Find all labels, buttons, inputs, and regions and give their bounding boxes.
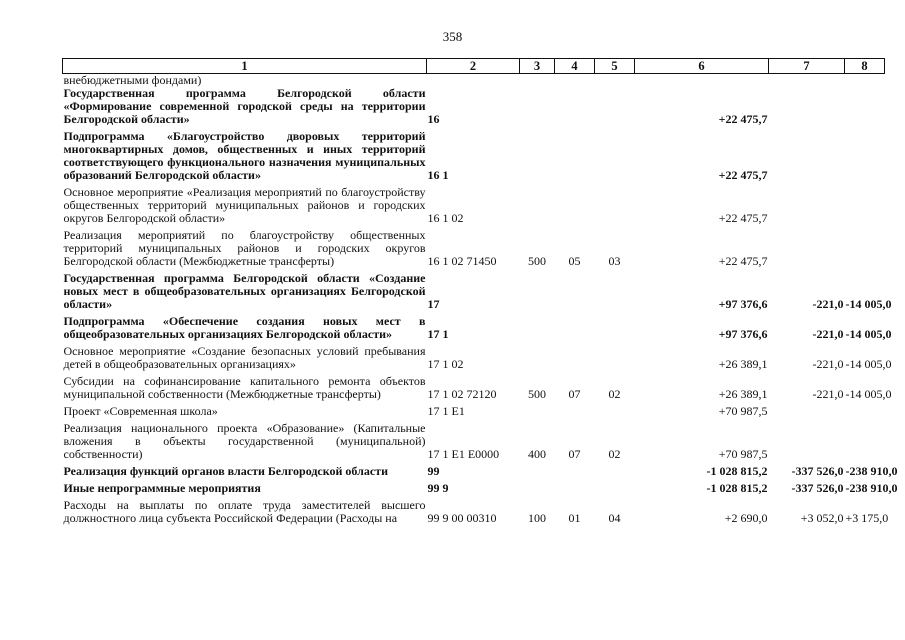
row-section [555,87,595,126]
row-expense-type [520,74,555,88]
row-expense-type [520,186,555,225]
row-amount-col7 [769,130,845,182]
row-amount-col7: -221,0 [812,387,844,401]
row-subsection [595,87,635,126]
row-amount-col7 [769,87,845,126]
row-amount-col8: -14 005,0 [845,327,892,341]
row-code: 17 1 [427,327,449,341]
row-section [555,465,595,478]
row-section: 05 [568,254,581,268]
row-name: Иные непрограммные мероприятия [63,481,261,495]
table-row [63,422,885,461]
row-expense-type [520,315,555,341]
table-body [63,73,898,526]
row-code: 99 9 00 00310 [427,511,497,525]
row-amount-col6 [635,74,769,88]
table-row [63,315,885,341]
row-section: 07 [568,447,581,461]
row-code: 99 9 [427,481,449,495]
row-amount-col7: -337 526,0 [791,464,844,478]
column-header: 7 [769,59,845,74]
row-code: 17 [427,297,440,311]
row-subsection [595,315,635,341]
row-code: 16 1 02 71450 [427,254,497,268]
table-row [63,87,885,126]
column-header: 5 [595,59,635,74]
row-amount-col8 [845,87,885,126]
row-section: 01 [568,511,581,525]
row-amount-col6: +22 475,7 [718,112,768,126]
row-amount-col7: -221,0 [812,327,844,341]
row-section [555,405,595,418]
row-name: Основное мероприятие «Реализация мероприятий по благоустройству общественных территорий муниципальных районов и городских округов Белгородской области» [63,185,426,225]
budget-table [62,58,898,525]
table-row [63,186,885,225]
row-amount-col6: +26 389,1 [718,357,768,371]
table-row [63,465,885,478]
table-row [63,375,885,401]
row-amount-col7 [769,186,845,225]
row-amount-col8 [845,405,885,418]
row-amount-col6: +97 376,6 [718,327,768,341]
row-section [555,130,595,182]
row-amount-col7 [769,405,845,418]
row-amount-col7: +3 052,0 [800,511,844,525]
row-name: Основное мероприятие «Создание безопасных условий пребывания детей в общеобразовательных организациях» [63,344,426,371]
row-subsection [595,405,635,418]
row-name: Государственная программа Белгородской области «Формирование современной городской среды на территории Белгородской области» [63,86,426,126]
row-amount-col6: +70 987,5 [718,404,768,418]
table-row [63,405,885,418]
row-amount-col6: +22 475,7 [718,211,768,225]
page-number: 358 [442,29,463,44]
row-amount-col6: +22 475,7 [718,168,768,182]
row-name: Расходы на выплаты по оплате труда заместителей высшего должностного лица субъекта Российской Федерации (Расходы на [63,498,426,525]
row-amount-col8: -14 005,0 [845,297,892,311]
row-expense-type [520,405,555,418]
row-section [555,272,595,311]
row-name: Проект «Современная школа» [63,404,218,418]
row-name: Подпрограмма «Благоустройство дворовых территорий многоквартирных домов, общественных и иных территорий соответствующего функционального назначения муниципальных образований Белгородской области» [63,129,426,182]
row-name: Государственная программа Белгородской области «Создание новых мест в общеобразовательных организациях Белгородской области» [63,271,426,311]
row-subsection [595,186,635,225]
row-expense-type: 400 [528,447,546,461]
row-amount-col8 [845,186,885,225]
row-expense-type: 500 [528,387,546,401]
row-amount-col7: -221,0 [812,297,844,311]
row-expense-type [520,130,555,182]
row-name: Реализация мероприятий по благоустройству общественных территорий муниципальных районов и городских округов Белгородской области (Межбюджетные трансферты) [63,228,426,268]
row-amount-col8: +3 175,0 [845,511,889,525]
column-header: 8 [845,59,885,74]
row-amount-col7 [769,422,845,461]
row-amount-col7: -337 526,0 [791,481,844,495]
row-subsection [595,130,635,182]
row-amount-col6: +22 475,7 [718,254,768,268]
row-amount-col8 [845,422,885,461]
row-amount-col6: +70 987,5 [718,447,768,461]
row-name: Реализация национального проекта «Образование» (Капитальные вложения в объекты государственной (муниципальной) собственности) [63,421,426,461]
column-header: 4 [555,59,595,74]
row-code: 99 [427,464,440,478]
row-subsection [595,272,635,311]
row-code: 17 1 02 72120 [427,387,497,401]
table-row [63,74,885,88]
row-subsection [595,482,635,495]
row-section: 07 [568,387,581,401]
row-name: Субсидии на софинансирование капитального ремонта объектов муниципальной собственности (Межбюджетные трансферты) [63,374,426,401]
row-amount-col6: +26 389,1 [718,387,768,401]
row-amount-col8 [845,130,885,182]
row-section [555,345,595,371]
row-name: Подпрограмма «Обеспечение создания новых мест в общеобразовательных организациях Белгородской области» [63,314,426,341]
row-expense-type [520,272,555,311]
row-amount-col6: +2 690,0 [724,511,768,525]
row-code: 16 1 [427,168,449,182]
table-row [63,499,885,525]
row-subsection: 04 [608,511,621,525]
row-code: 17 1 E1 E0000 [427,447,500,461]
row-amount-col8: -14 005,0 [845,387,892,401]
row-expense-type [520,465,555,478]
table-row [63,272,885,311]
row-amount-col6: -1 028 815,2 [706,481,768,495]
row-amount-col7 [769,229,845,268]
row-expense-type [520,87,555,126]
column-header: 6 [635,59,769,74]
column-header: 1 [63,59,427,74]
row-amount-col6: -1 028 815,2 [706,464,768,478]
row-code: 17 1 02 [427,357,464,371]
table-header-row [63,59,885,74]
row-amount-col6: +97 376,6 [718,297,768,311]
column-header: 3 [520,59,555,74]
row-subsection [595,465,635,478]
row-expense-type [520,482,555,495]
table-row [63,130,885,182]
row-section [555,482,595,495]
row-amount-col8 [845,74,885,88]
row-amount-col8 [845,229,885,268]
row-code: 17 1 E1 [427,404,465,418]
column-header: 2 [427,59,520,74]
row-amount-col8: -238 910,0 [845,464,898,478]
row-amount-col7 [769,74,845,88]
row-name: Реализация функций органов власти Белгородской области [63,464,388,478]
row-name: внебюджетными фондами) [63,73,202,87]
row-amount-col8: -14 005,0 [845,357,892,371]
row-expense-type [520,345,555,371]
row-subsection: 03 [608,254,621,268]
row-code [427,74,520,88]
row-subsection [595,74,635,88]
row-subsection [595,345,635,371]
row-amount-col8: -238 910,0 [845,481,898,495]
row-subsection: 02 [608,447,621,461]
row-subsection: 02 [608,387,621,401]
row-section [555,186,595,225]
table-row [63,482,885,495]
row-section [555,74,595,88]
row-code: 16 [427,112,440,126]
row-section [555,315,595,341]
row-amount-col7: -221,0 [812,357,844,371]
row-expense-type: 500 [528,254,546,268]
row-expense-type: 100 [528,511,546,525]
row-code: 16 1 02 [427,211,464,225]
table-row [63,229,885,268]
table-row [63,345,885,371]
